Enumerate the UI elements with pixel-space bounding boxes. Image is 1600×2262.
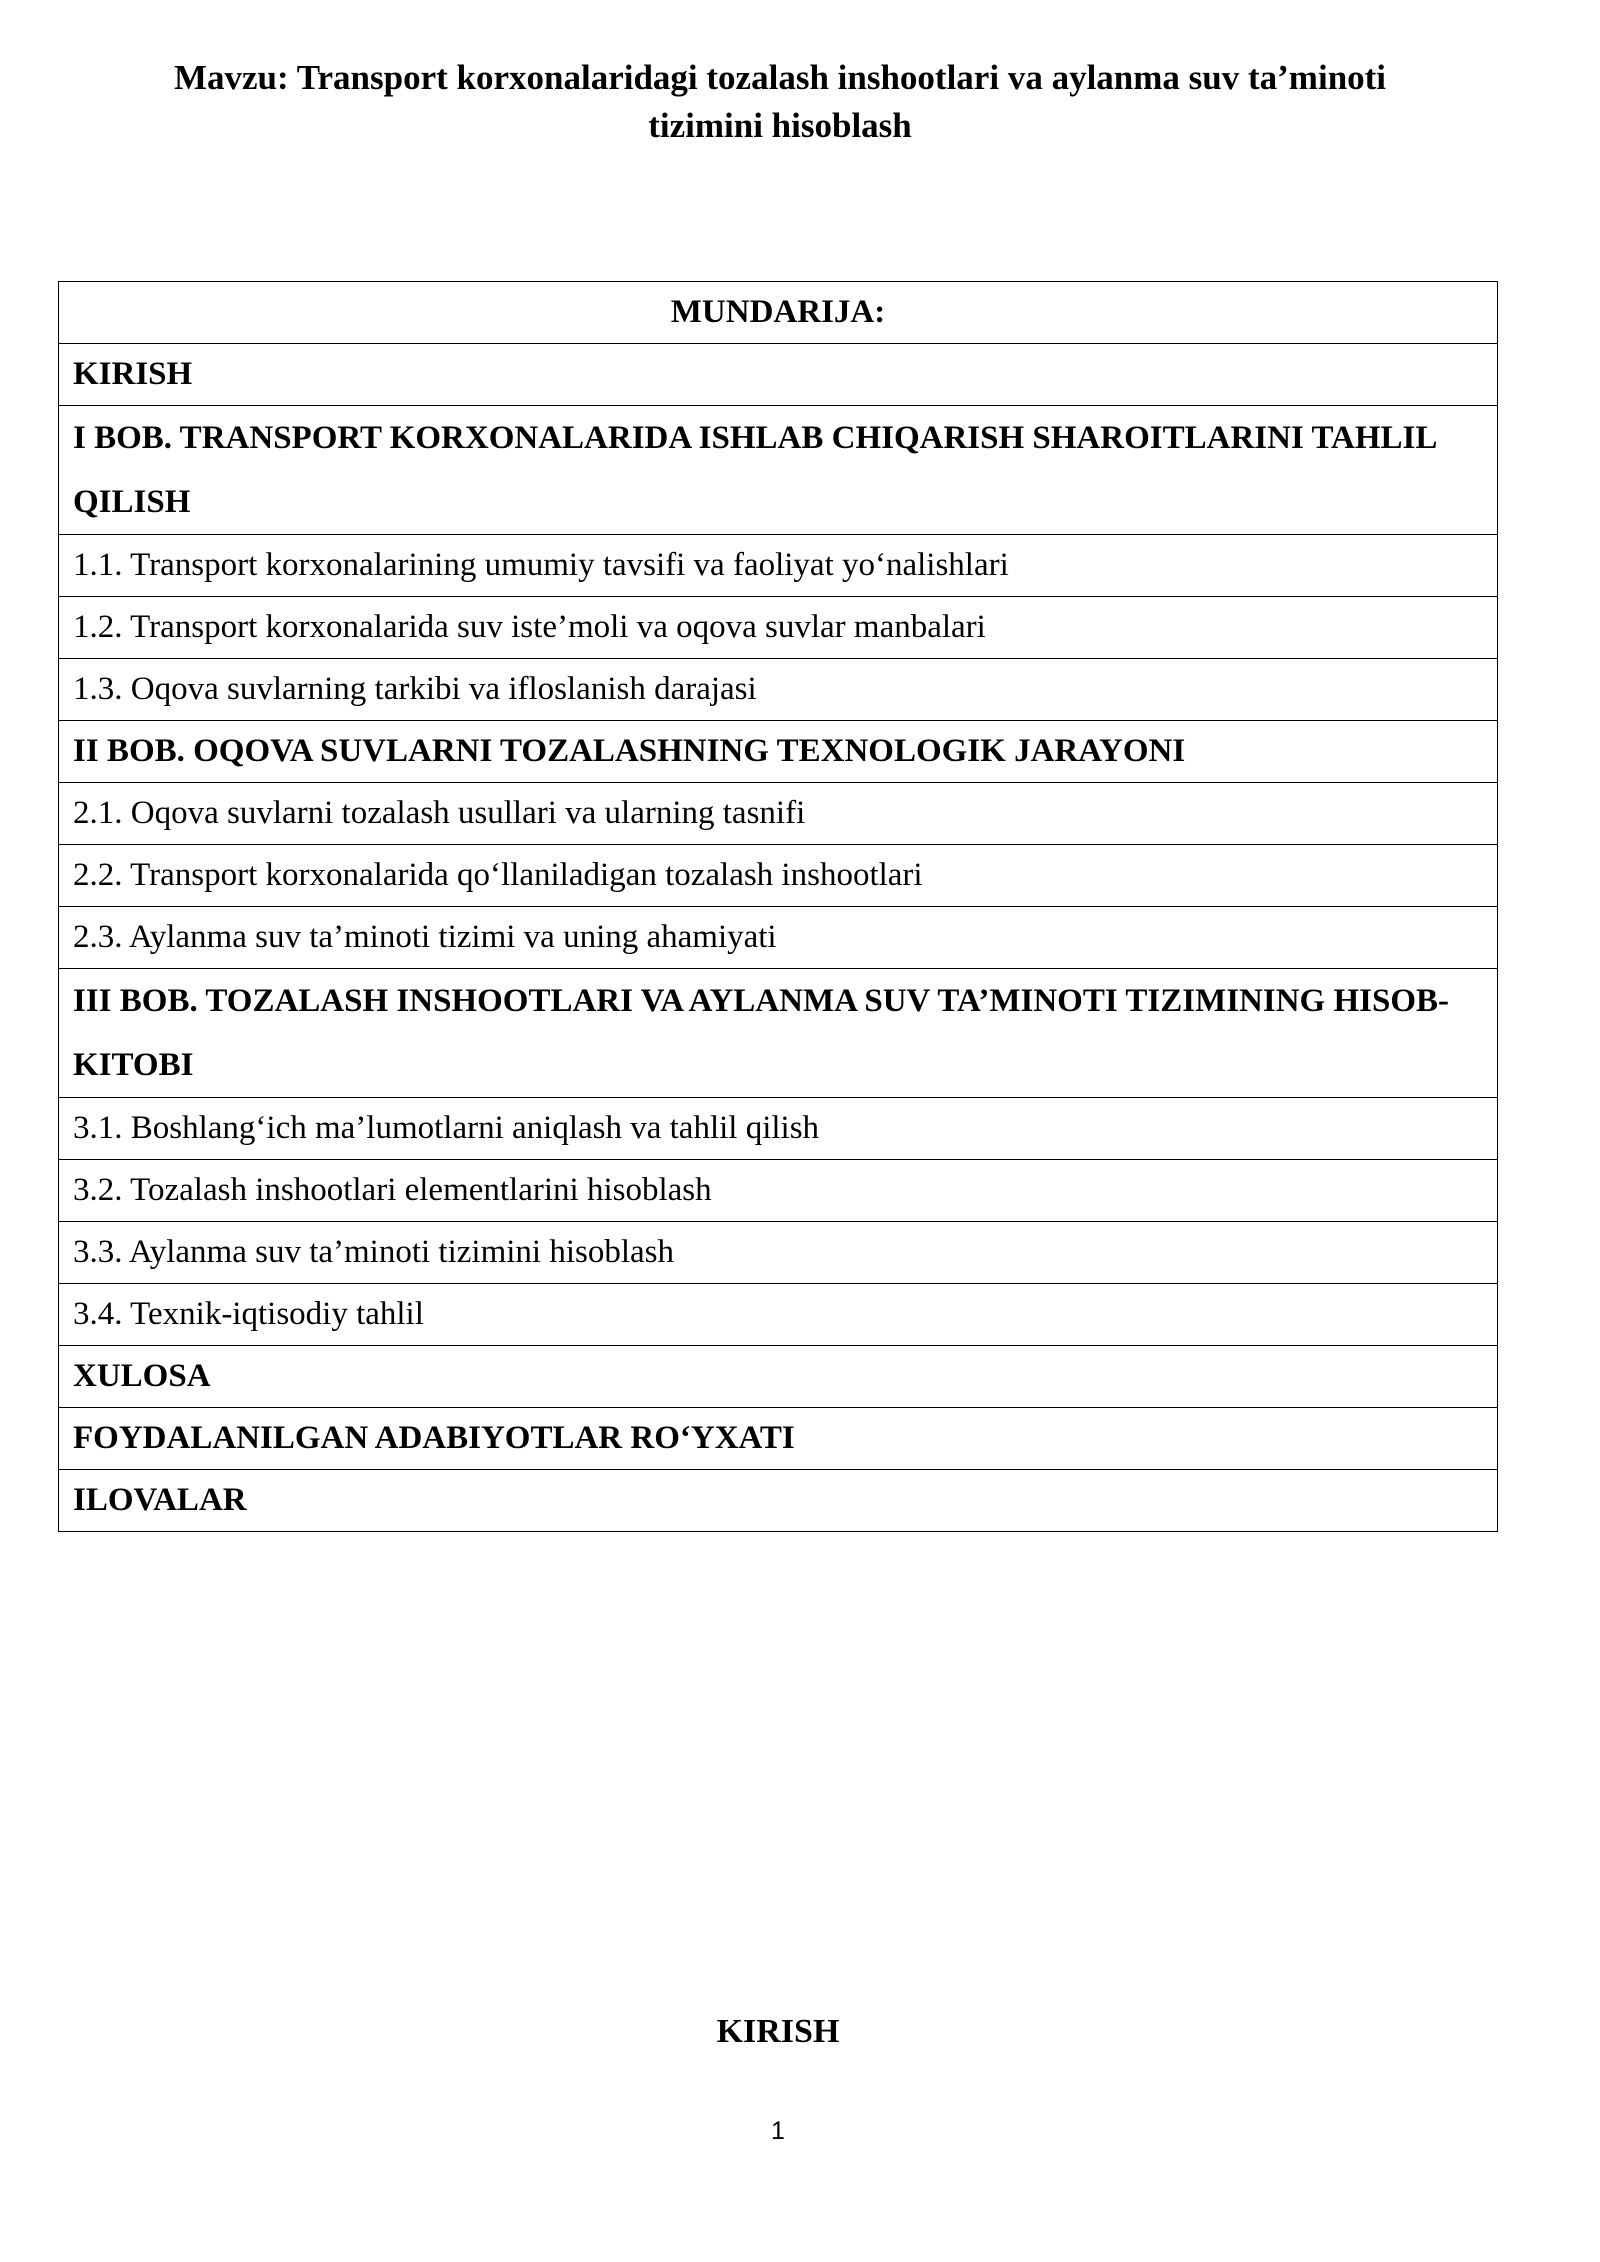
toc-item-references: FOYDALANILGAN ADABIYOTLAR RO‘YXATI <box>59 1408 1498 1470</box>
toc-item-chapter-2: II BOB. OQOVA SUVLARNI TOZALASHNING TEXNOLOGIK JARAYONI <box>59 721 1498 783</box>
toc-item-1-2: 1.2. Transport korxonalarida suv iste’moli va oqova suvlar manbalari <box>59 597 1498 659</box>
toc-row <box>59 1160 1498 1222</box>
toc-row <box>59 344 1498 406</box>
toc-item-1-1: 1.1. Transport korxonalarining umumiy tavsifi va faoliyat yo‘nalishlari <box>59 535 1498 597</box>
toc-item-1-3: 1.3. Oqova suvlarning tarkibi va ifloslanish darajasi <box>59 659 1498 721</box>
page-number: 1 <box>771 2117 785 2145</box>
toc-item-3-1: 3.1. Boshlang‘ich ma’lumotlarni aniqlash va tahlil qilish <box>59 1098 1498 1160</box>
toc-item-3-2: 3.2. Tozalash inshootlari elementlarini hisoblash <box>59 1160 1498 1222</box>
toc-item-chapter-1: I BOB. TRANSPORT KORXONALARIDA ISHLAB CHIQARISH SHAROITLARINI TAHLIL QILISH <box>59 406 1498 535</box>
toc-heading-row <box>59 282 1498 344</box>
toc-row <box>59 783 1498 845</box>
toc-row <box>59 1470 1498 1532</box>
document-title <box>100 54 1460 150</box>
section-heading-kirish: KIRISH <box>716 2013 840 2050</box>
toc-row <box>59 597 1498 659</box>
table-of-contents <box>58 281 1498 1532</box>
toc-row <box>59 1222 1498 1284</box>
toc-heading: MUNDARIJA: <box>59 282 1498 344</box>
toc-row <box>59 721 1498 783</box>
toc-row <box>59 1098 1498 1160</box>
toc-item-appendices: ILOVALAR <box>59 1470 1498 1532</box>
toc-item-kirish: KIRISH <box>59 344 1498 406</box>
toc-item-2-3: 2.3. Aylanma suv ta’minoti tizimi va uning ahamiyati <box>59 907 1498 969</box>
toc-row <box>59 1408 1498 1470</box>
document-title-line-2: tizimini hisoblash <box>648 106 912 145</box>
toc-row <box>59 907 1498 969</box>
toc-row <box>59 1346 1498 1408</box>
toc-row <box>59 406 1498 535</box>
toc-row <box>59 969 1498 1098</box>
document-title-line-1: Mavzu: Transport korxonalaridagi tozalash inshootlari va aylanma suv ta’minoti <box>173 58 1387 97</box>
toc-row <box>59 659 1498 721</box>
toc-row <box>59 535 1498 597</box>
toc-item-2-2: 2.2. Transport korxonalarida qo‘llaniladigan tozalash inshootlari <box>59 845 1498 907</box>
toc-row <box>59 845 1498 907</box>
toc-item-2-1: 2.1. Oqova suvlarni tozalash usullari va ularning tasnifi <box>59 783 1498 845</box>
toc-item-chapter-3: III BOB. TOZALASH INSHOOTLARI VA AYLANMA SUV TA’MINOTI TIZIMINING HISOB-KITOBI <box>59 969 1498 1098</box>
toc-item-3-4: 3.4. Texnik-iqtisodiy tahlil <box>59 1284 1498 1346</box>
toc-item-xulosa: XULOSA <box>59 1346 1498 1408</box>
toc-item-3-3: 3.3. Aylanma suv ta’minoti tizimini hisoblash <box>59 1222 1498 1284</box>
toc-row <box>59 1284 1498 1346</box>
